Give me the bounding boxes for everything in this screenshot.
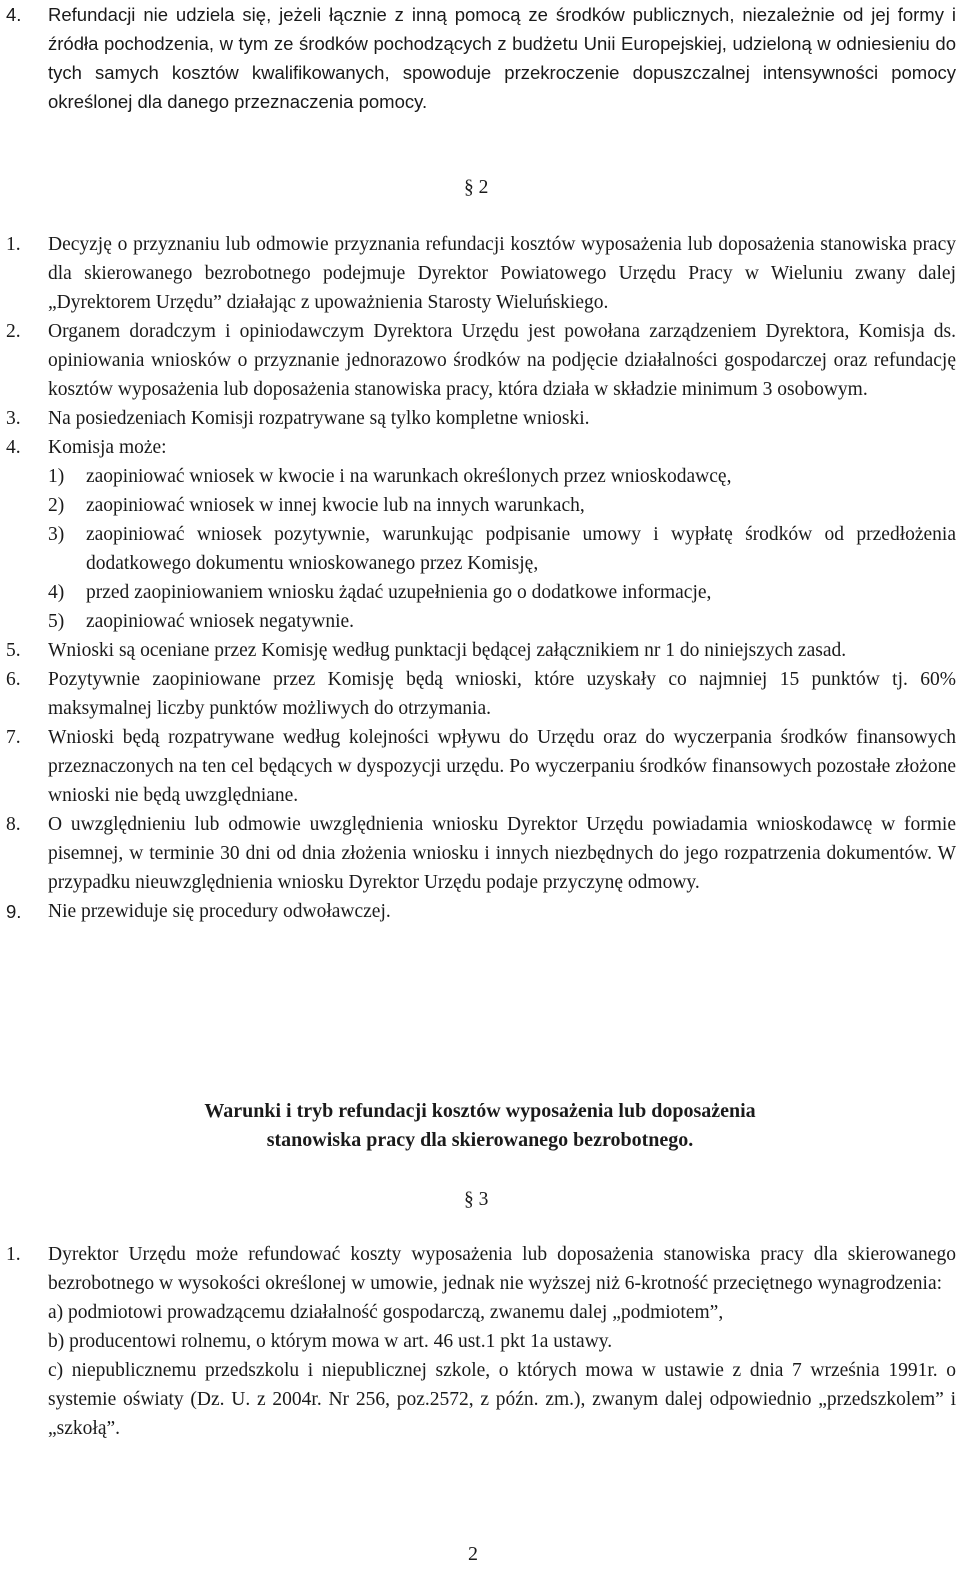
section2-item-1 bbox=[6, 230, 956, 317]
paragraph-mark-3: § 3 bbox=[464, 1189, 489, 1210]
item-text: Decyzję o przyznaniu lub odmowie przyznania refundacji kosztów wyposażenia lub doposażenia stanowiska pracy dla skierowanego bezrobotnego podejmuje Dyrektor Powiatowego Urzędu Pracy w Wieluniu zwany dalej „Dyrektorem Urzędu” działając z upoważnienia Starosty Wieluńskiego. bbox=[48, 234, 956, 313]
item-text: Wnioski będą rozpatrywane według kolejności wpływu do Urzędu oraz do wyczerpania środków finansowych przeznaczonych na ten cel będących w dyspozycji urzędu. Po wyczerpaniu środków finansowych pozostałe złożone wnioski nie będą uwzględniane. bbox=[48, 727, 956, 806]
item-text: Organem doradczym i opiniodawczym Dyrektora Urzędu jest powołana zarządzeniem Dyrektora, Komisja ds. opiniowania wniosków o przyznanie jednorazowo środków na podjęcie działalności gospodarczej oraz refundację kosztów wyposażenia lub doposażenia stanowiska pracy, która działa w składzie minimum 3 osobowym. bbox=[48, 321, 956, 400]
item-number: 6. bbox=[6, 669, 21, 690]
section2-item-6 bbox=[6, 665, 956, 723]
page-number: 2 bbox=[468, 1543, 478, 1565]
item-text: Dyrektor Urzędu może refundować koszty wyposażenia lub doposażenia stanowiska pracy dla skierowanego bezrobotnego w wysokości określonej w umowie, jednak nie wyższej niż 6-krotność przeciętnego wynagrodzenia: bbox=[48, 1244, 956, 1294]
section2-item-5 bbox=[6, 636, 956, 665]
subitem-number: 4) bbox=[48, 582, 65, 603]
item-number: 3. bbox=[6, 408, 21, 429]
section3-item-1 bbox=[6, 1240, 956, 1298]
subitem-4 bbox=[48, 578, 956, 607]
section-heading-line-2: stanowiska pracy dla skierowanego bezrobotnego. bbox=[266, 1129, 694, 1151]
item-text: Pozytywnie zaopiniowane przez Komisję będą wnioski, które uzyskały co najmniej 15 punktów tj. 60% maksymalnej liczby punktów możliwych do otrzymania. bbox=[48, 669, 956, 719]
item-text: Nie przewiduje się procedury odwoławczej. bbox=[48, 901, 391, 922]
subitem-number: 1) bbox=[48, 466, 65, 487]
subitem-5 bbox=[48, 607, 956, 636]
section3-letter-list bbox=[6, 1298, 956, 1443]
item-number: 4. bbox=[6, 4, 22, 25]
item-number: 1. bbox=[6, 234, 21, 255]
section2-item-2 bbox=[6, 317, 956, 404]
section2-item-4 bbox=[6, 433, 956, 462]
subitem-number: 5) bbox=[48, 611, 65, 632]
item-number: 7. bbox=[6, 727, 21, 748]
subitem-3 bbox=[48, 520, 956, 578]
section-heading-line-1: Warunki i tryb refundacji kosztów wyposażenia lub doposażenia bbox=[204, 1100, 756, 1122]
section1-item-4 bbox=[6, 0, 956, 116]
item-number: 9. bbox=[6, 901, 22, 922]
item-text: Na posiedzeniach Komisji rozpatrywane są tylko kompletne wnioski. bbox=[48, 408, 590, 429]
section3 bbox=[6, 1240, 956, 1443]
section2-item-7 bbox=[6, 723, 956, 810]
section2-item-9 bbox=[6, 897, 956, 926]
section2 bbox=[6, 230, 956, 926]
subitem-text: zaopiniować wniosek w innej kwocie lub na innych warunkach, bbox=[86, 495, 585, 516]
item-number: 1. bbox=[6, 1244, 21, 1265]
subitem-text: zaopiniować wniosek w kwocie i na warunkach określonych przez wnioskodawcę, bbox=[86, 466, 732, 487]
item-text: Komisja może: bbox=[48, 437, 167, 458]
letter-item-a: a) podmiotowi prowadzącemu działalność gospodarczą, zwanemu dalej „podmiotem”, bbox=[48, 1302, 724, 1323]
subitem-text: zaopiniować wniosek pozytywnie, warunkując podpisanie umowy i wypłatę środków od przedłożenia dodatkowego dokumentu wnioskowanego przez Komisję, bbox=[86, 524, 956, 574]
letter-item-b: b) producentowi rolnemu, o którym mowa w art. 46 ust.1 pkt 1a ustawy. bbox=[48, 1331, 613, 1352]
subitem-text: zaopiniować wniosek negatywnie. bbox=[86, 611, 355, 632]
item-text: O uwzględnieniu lub odmowie uwzględnienia wniosku Dyrektor Urzędu powiadamia wnioskodawcę w formie pisemnej, w terminie 30 dni od dnia złożenia wniosku i innych niezbędnych do jego rozpatrzenia dokumentów. W przypadku nieuwzględnienia wniosku Dyrektor Urzędu podaje przyczynę odmowy. bbox=[48, 814, 956, 893]
letter-item-c: c) niepublicznemu przedszkolu i niepublicznej szkole, o których mowa w ustawie z dnia 7 września 1991r. o systemie oświaty (Dz. U. z 2004r. Nr 256, poz.2572, z późn. zm.), zwanym dalej odpowiednio „przedszkolem” i „szkołą”. bbox=[48, 1360, 956, 1439]
subitem-1 bbox=[48, 462, 956, 491]
section2-item-8 bbox=[6, 810, 956, 897]
item-number: 4. bbox=[6, 437, 21, 458]
paragraph-mark-2: § 2 bbox=[464, 177, 489, 198]
item-number: 8. bbox=[6, 814, 21, 835]
subitem-2 bbox=[48, 491, 956, 520]
subitem-number: 2) bbox=[48, 495, 65, 516]
item-number: 5. bbox=[6, 640, 21, 661]
item-text: Wnioski są oceniane przez Komisję według punktacji będącej załącznikiem nr 1 do niniejszych zasad. bbox=[48, 640, 847, 661]
section2-item-3 bbox=[6, 404, 956, 433]
item-number: 2. bbox=[6, 321, 21, 342]
subitem-number: 3) bbox=[48, 524, 65, 545]
subitem-text: przed zaopiniowaniem wniosku żądać uzupełnienia go o dodatkowe informacje, bbox=[86, 582, 712, 603]
subitem-list bbox=[6, 462, 956, 636]
item-text: Refundacji nie udziela się, jeżeli łącznie z inną pomocą ze środków publicznych, niezależnie od jej formy i źródła pochodzenia, w tym ze środków pochodzących z budżetu Unii Europejskiej, udzieloną w odniesieniu do tych samych kosztów kwalifikowanych, spowoduje przekroczenie dopuszczalnej intensywności pomocy określonej dla danego przeznaczenia pomocy. bbox=[48, 4, 956, 112]
